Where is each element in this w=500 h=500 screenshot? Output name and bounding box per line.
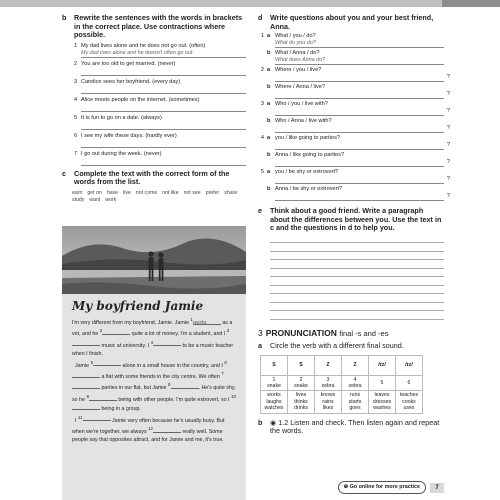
sentence-item: 2 You are too old to get married. (never) bbox=[74, 60, 176, 67]
sound-label: 1 snake bbox=[261, 375, 288, 391]
sound-words[interactable]: teaches cooks uses bbox=[396, 391, 423, 413]
sound-words[interactable]: knows rains likes bbox=[315, 391, 342, 413]
couple-photo bbox=[62, 226, 246, 294]
writing-lines[interactable] bbox=[270, 235, 444, 320]
go-online-button[interactable]: ⊕ Go online for more practice bbox=[338, 481, 426, 494]
exercise-b-heading: b Rewrite the sentences with the words in brackets in the correct place. Use contractions where possible. bbox=[62, 13, 243, 40]
question-answer-line[interactable]: What does Anna do? bbox=[275, 57, 444, 65]
sound-words[interactable]: leaves dresses washes bbox=[369, 391, 396, 413]
story-paragraph-3: I $^{11}$ Jamie very often because he's usually busy. But when we're together, we always $^{12}$ really well. Some people say that opposites attract, and for Jamie and me, it's true. bbox=[72, 414, 225, 444]
sentence-item: 4 Alice meets people on the internet. (sometimes) bbox=[74, 96, 200, 103]
sound-label: 4 zebra bbox=[342, 375, 369, 391]
question-answer-line[interactable]: ? bbox=[275, 91, 444, 99]
exercise-d-heading: d Write questions about you and your best friend, Anna. bbox=[258, 13, 434, 31]
answer-line[interactable] bbox=[81, 86, 246, 94]
story-text-box bbox=[62, 294, 246, 500]
sound-label: 6 bbox=[396, 375, 423, 391]
question-prompt: 4 a you / like going to parties? bbox=[260, 135, 340, 142]
word-option: share bbox=[224, 189, 238, 196]
exercise-c-heading: c Complete the text with the correct form of the words from the list. bbox=[62, 168, 230, 187]
gap-8[interactable] bbox=[171, 383, 199, 389]
sound-symbol: S bbox=[288, 355, 315, 375]
sentence-item: 1 My dad lives alone and he does not go out. (often) bbox=[74, 42, 206, 49]
question-prompt: b Anna / like going to parties? bbox=[267, 152, 345, 159]
answer-line[interactable] bbox=[81, 104, 246, 112]
answer-line[interactable] bbox=[81, 158, 246, 166]
word-list bbox=[62, 190, 246, 204]
sound-symbol: Z bbox=[342, 355, 369, 375]
gap-12[interactable] bbox=[153, 427, 181, 433]
gap-11[interactable] bbox=[83, 415, 111, 421]
footer bbox=[338, 481, 444, 494]
question-answer-line[interactable]: ? bbox=[275, 108, 444, 116]
sound-words[interactable]: runs starts goes bbox=[342, 391, 369, 413]
right-column bbox=[258, 13, 450, 436]
gap-2[interactable] bbox=[102, 329, 130, 335]
question-answer-line[interactable]: ? bbox=[275, 125, 444, 133]
word-option: have bbox=[106, 189, 119, 196]
exercise-e-heading: e Think about a good friend. Write a paragraph about the differences between you. Use the text in c and the questions in d to help you. bbox=[258, 206, 442, 233]
page-number: 7 bbox=[430, 483, 444, 493]
globe-icon: ⊕ bbox=[343, 484, 349, 490]
answer-line[interactable] bbox=[81, 122, 246, 130]
question-prompt: 5 a you / be shy or extrovert? bbox=[260, 169, 339, 176]
question-prompt: 3 a Who / you / live with? bbox=[260, 101, 328, 108]
word-option: want bbox=[89, 196, 101, 203]
word-option: work bbox=[105, 196, 117, 203]
gap-5[interactable] bbox=[93, 360, 121, 366]
sound-symbol: /ɪz/ bbox=[369, 355, 396, 375]
question-answer-line[interactable]: ? bbox=[275, 142, 444, 150]
left-column bbox=[62, 14, 246, 204]
pronunciation-heading: 3 PRONUNCIATION final -s and -es bbox=[258, 327, 389, 338]
word-option: not come bbox=[135, 189, 158, 196]
question-prompt: b What / Anna / do? bbox=[267, 50, 320, 57]
sound-label: 2 snake bbox=[288, 375, 315, 391]
sound-symbol: Z bbox=[315, 355, 342, 375]
word-option: earn bbox=[72, 189, 83, 196]
sound-words[interactable]: works laughs watches bbox=[261, 391, 288, 413]
sentence-item: 7 I go out during the week. (never) bbox=[74, 150, 162, 157]
exercise-d-list bbox=[258, 33, 450, 201]
answer-line[interactable]: My dad lives alone and he doesn't often go out. bbox=[81, 50, 246, 58]
answer-line[interactable] bbox=[81, 140, 246, 148]
word-option: not like bbox=[162, 189, 179, 196]
question-answer-line[interactable]: ? bbox=[275, 193, 444, 201]
question-prompt: 1 a What / you / do? bbox=[260, 33, 316, 40]
gap-3[interactable] bbox=[72, 340, 100, 346]
question-prompt: 2 a Where / you / live? bbox=[260, 67, 322, 74]
word-option: not see bbox=[183, 189, 201, 196]
gap-6[interactable] bbox=[72, 372, 100, 378]
question-prompt: b Anna / be shy or extrovert? bbox=[267, 186, 343, 193]
sound-symbol: /ɪz/ bbox=[396, 355, 423, 375]
top-bar bbox=[0, 0, 500, 7]
sound-label: 5 bbox=[369, 375, 396, 391]
question-answer-line[interactable]: ? bbox=[275, 74, 444, 82]
question-answer-line[interactable]: What do you do? bbox=[275, 40, 444, 48]
gap-10[interactable] bbox=[72, 404, 100, 410]
word-option: live bbox=[123, 189, 131, 196]
gap-1[interactable]: works bbox=[193, 319, 221, 325]
question-answer-line[interactable]: ? bbox=[275, 176, 444, 184]
sentence-item: 3 Candice sees her boyfriend. (every day) bbox=[74, 78, 181, 85]
sound-table bbox=[260, 355, 423, 414]
pronunciation-a-heading: a Circle the verb with a different final sound. bbox=[258, 340, 404, 350]
story-paragraph-2: Jamie $^5$ alone in a small house in the country, and I $^6$ a flat with some friends in the city centre. We often $^7$ parties in our flat, but Jamie $^8$. He's quite shy, so he $^9$ being with other people. I'm quite extrovert, so I $^{10}$ being in a group. bbox=[72, 359, 236, 413]
gap-7[interactable] bbox=[72, 383, 100, 389]
story-paragraph-1: I'm very different from my boyfriend, Jamie. Jamie $^1$works as a vet, and he $^2$ quite a lot of money. I'm a student, and I $^3$ music at university. I $^4$ to be a music teacher when I finish. bbox=[72, 317, 234, 358]
word-option: get on bbox=[87, 189, 102, 196]
question-prompt: b Where / Anna / live? bbox=[267, 84, 326, 91]
sound-symbol: S bbox=[261, 355, 288, 375]
question-answer-line[interactable]: ? bbox=[275, 159, 444, 167]
gap-4[interactable] bbox=[153, 340, 181, 346]
sound-label: 3 zebra bbox=[315, 375, 342, 391]
sound-words[interactable]: lives thinks drinks bbox=[288, 391, 315, 413]
word-option: study bbox=[72, 196, 85, 203]
exercise-b-list bbox=[62, 43, 246, 166]
story-title: My boyfriend Jamie bbox=[72, 299, 204, 313]
pronunciation-b-heading: b ◉ 1.2 Listen and check. Then listen again and repeat the words. bbox=[258, 417, 440, 436]
sentence-item: 6 I see my wife these days. (hardly ever) bbox=[74, 132, 177, 139]
gap-9[interactable] bbox=[89, 395, 117, 401]
audio-icon[interactable]: ◉ bbox=[270, 417, 277, 427]
question-prompt: b Who / Anna / live with? bbox=[267, 118, 332, 125]
sentence-item: 5 It is fun to go on a date. (always) bbox=[74, 114, 162, 121]
answer-line[interactable] bbox=[81, 68, 246, 76]
word-option: prefer bbox=[205, 189, 220, 196]
